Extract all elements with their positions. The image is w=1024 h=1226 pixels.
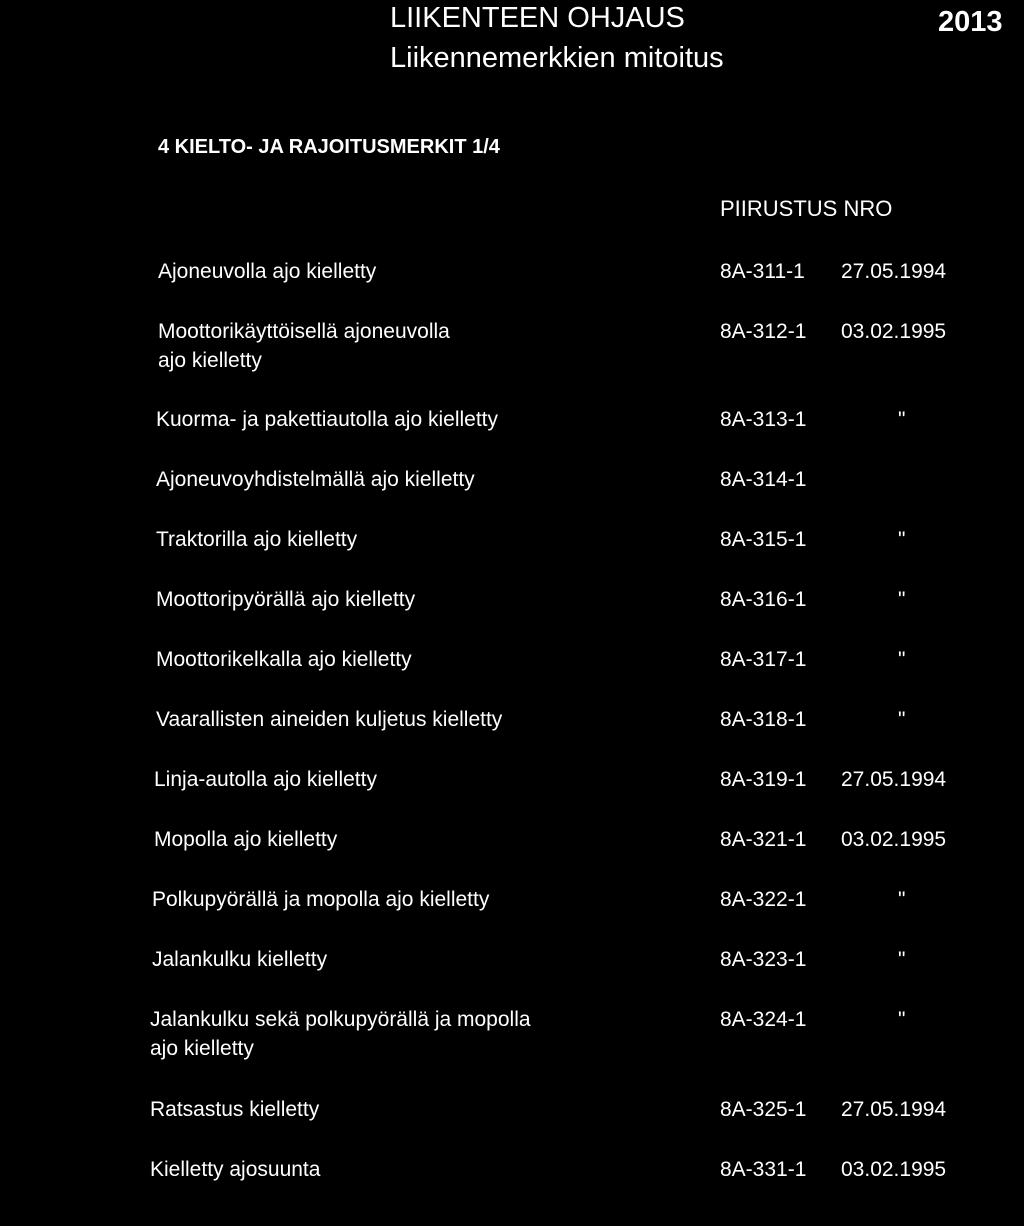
item-description <box>150 1155 320 1184</box>
drawing-date: " <box>898 948 906 971</box>
drawing-date: 27.05.1994 <box>841 1098 947 1121</box>
drawing-number: 8A-317-1 <box>720 648 807 671</box>
item-description <box>158 317 450 375</box>
drawing-date: " <box>898 708 906 731</box>
item-description-line1: Polkupyörällä ja mopolla ajo kielletty <box>152 888 490 911</box>
item-description-line1: Jalankulku kielletty <box>152 948 328 971</box>
header-title: LIIKENTEEN OHJAUS <box>390 2 685 34</box>
item-description <box>150 1095 319 1124</box>
item-description <box>152 945 327 974</box>
drawing-number: 8A-313-1 <box>720 408 807 431</box>
item-description <box>150 1005 531 1063</box>
item-description-line1: Vaarallisten aineiden kuljetus kielletty <box>156 708 503 731</box>
drawing-number: 8A-323-1 <box>720 948 807 971</box>
item-description <box>152 885 489 914</box>
list-item <box>0 1005 1024 1060</box>
drawing-date: 27.05.1994 <box>841 260 947 283</box>
item-description-line1: Ajoneuvoyhdistelmällä ajo kielletty <box>156 468 475 491</box>
item-description <box>156 465 475 494</box>
item-description-line1: Traktorilla ajo kielletty <box>156 528 358 551</box>
list-item <box>0 645 1024 685</box>
item-description-line1: Ajoneuvolla ajo kielletty <box>158 260 377 283</box>
drawing-date: 27.05.1994 <box>841 768 947 791</box>
list-item <box>0 1155 1024 1195</box>
section-title: 4 KIELTO- JA RAJOITUSMERKIT 1/4 <box>158 136 500 158</box>
drawing-number: 8A-331-1 <box>720 1158 807 1181</box>
list-item <box>0 405 1024 445</box>
item-description <box>156 705 502 734</box>
list-item <box>0 465 1024 505</box>
list-item <box>0 525 1024 565</box>
list-item <box>0 257 1024 297</box>
drawing-number: 8A-322-1 <box>720 888 807 911</box>
item-description <box>154 765 377 794</box>
item-description-line1: Ratsastus kielletty <box>150 1098 320 1121</box>
drawing-date: " <box>898 528 906 551</box>
drawing-date: " <box>898 1008 906 1031</box>
list-item <box>0 825 1024 865</box>
drawing-number: 8A-319-1 <box>720 768 807 791</box>
drawing-number: 8A-318-1 <box>720 708 807 731</box>
drawing-date: " <box>898 648 906 671</box>
drawing-number: 8A-311-1 <box>720 260 805 283</box>
drawing-date: " <box>898 408 906 431</box>
item-description <box>156 645 412 674</box>
header-year: 2013 <box>938 6 1003 38</box>
list-item <box>0 945 1024 985</box>
item-description <box>156 585 415 614</box>
drawing-number: 8A-316-1 <box>720 588 807 611</box>
drawing-number: 8A-312-1 <box>720 320 807 343</box>
column-header: PIIRUSTUS NRO <box>720 196 893 221</box>
list-item <box>0 705 1024 745</box>
drawing-number: 8A-324-1 <box>720 1008 807 1031</box>
list-item <box>0 317 1024 372</box>
drawing-date: 03.02.1995 <box>841 320 947 343</box>
list-item <box>0 765 1024 805</box>
list-item <box>0 885 1024 925</box>
drawing-number: 8A-314-1 <box>720 468 807 491</box>
item-description-line1: Moottorikelkalla ajo kielletty <box>156 648 412 671</box>
item-description <box>154 825 337 854</box>
drawing-number: 8A-321-1 <box>720 828 807 851</box>
drawing-date: 03.02.1995 <box>841 1158 947 1181</box>
item-description-line2: ajo kielletty <box>158 349 262 372</box>
item-description-line2: ajo kielletty <box>150 1037 254 1060</box>
item-description-line1: Linja-autolla ajo kielletty <box>154 768 377 791</box>
item-description <box>156 525 357 554</box>
header-subtitle: Liikennemerkkien mitoitus <box>390 42 724 74</box>
drawing-date: " <box>898 588 906 611</box>
item-description <box>158 257 376 286</box>
item-description-line1: Kielletty ajosuunta <box>150 1158 321 1181</box>
item-description-line1: Mopolla ajo kielletty <box>154 828 338 851</box>
item-description-line1: Moottoripyörällä ajo kielletty <box>156 588 416 611</box>
drawing-number: 8A-315-1 <box>720 528 807 551</box>
item-description-line1: Kuorma- ja pakettiautolla ajo kielletty <box>156 408 499 431</box>
item-description-line1: Jalankulku sekä polkupyörällä ja mopolla <box>150 1008 531 1031</box>
drawing-date: " <box>898 888 906 911</box>
list-item <box>0 1095 1024 1135</box>
list-item <box>0 585 1024 625</box>
drawing-date: 03.02.1995 <box>841 828 947 851</box>
drawing-number: 8A-325-1 <box>720 1098 807 1121</box>
item-description <box>156 405 498 434</box>
item-description-line1: Moottorikäyttöisellä ajoneuvolla <box>158 320 450 343</box>
